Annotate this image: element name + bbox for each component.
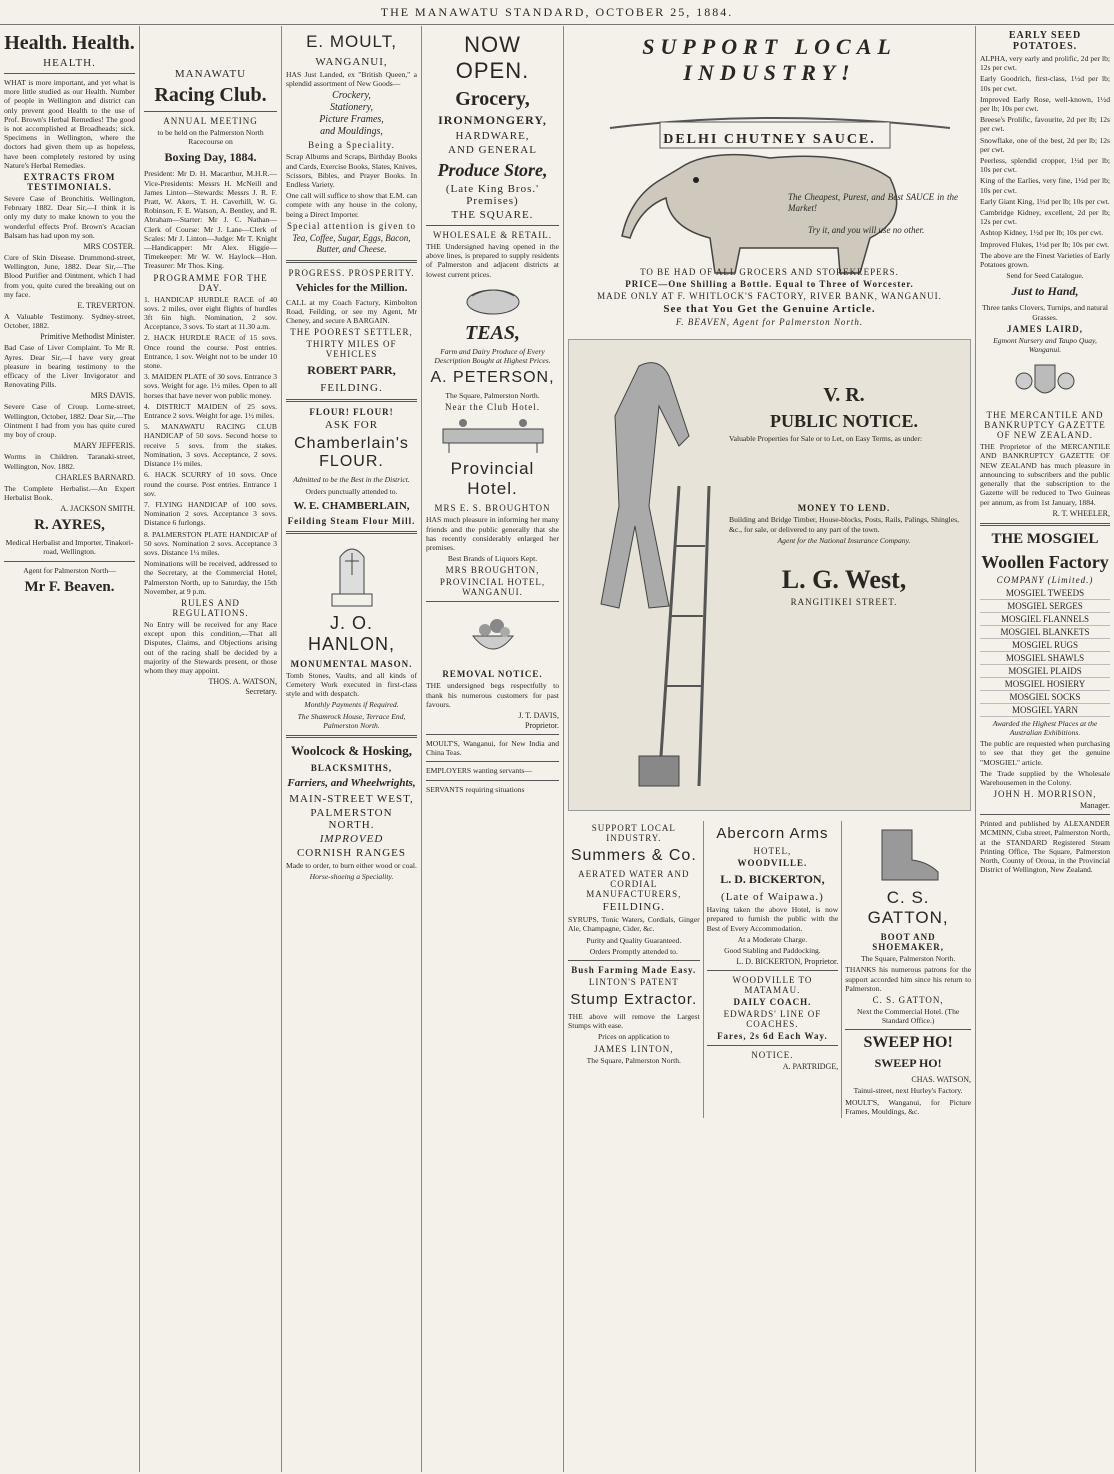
just-to-hand: Just to Hand,	[1011, 284, 1079, 299]
potato-variety: Breese's Prolific, favourite, 2d per lb; 12s per cwt.	[980, 115, 1110, 134]
servants-ad: SERVANTS requiring situations	[426, 784, 525, 794]
divider	[286, 735, 417, 738]
moult-teas: MOULT'S, Wanganui, for New India and China Teas.	[426, 739, 559, 758]
made-to-order: Made to order, to burn either wood or coal.	[286, 861, 417, 871]
mosgiel-product: MOSGIEL TWEEDS	[980, 587, 1110, 600]
broughton-place: PROVINCIAL HOTEL, WANGANUI.	[439, 577, 546, 598]
rangitikei-street: RANGITIKEI STREET.	[790, 597, 898, 608]
divider	[426, 225, 559, 226]
abercorn-column	[704, 821, 843, 1118]
orders-prompt: Orders Promptly attended to.	[589, 946, 678, 956]
divider	[286, 399, 417, 402]
monumental-heading: MONUMENTAL MASON.	[290, 658, 413, 669]
west-name: L. G. West,	[781, 565, 907, 595]
now-open-heading: NOW OPEN.	[455, 32, 530, 83]
provincial-hotel-heading: Provincial Hotel.	[450, 459, 535, 499]
bickerton-signature: L. D. BICKERTON, Proprietor.	[736, 957, 839, 967]
moult-items	[286, 90, 417, 138]
divider	[144, 111, 277, 112]
main-street: MAIN-STREET WEST,	[289, 793, 414, 806]
ironmongery-heading: IRONMONGERY,	[438, 113, 547, 127]
moult-body: HAS Just Landed, ex "British Queen," a splendid assortment of New Goods—	[286, 70, 417, 89]
health-heading: Health. Health.	[4, 32, 135, 54]
woodville-heading: WOODVILLE.	[737, 858, 808, 869]
health-subheading: HEALTH.	[43, 57, 96, 69]
racing-heading-top: MANAWATU	[174, 68, 247, 80]
divider	[980, 523, 1110, 526]
potato-variety: ALPHA, very early and prolific, 2d per lb; 12s per cwt.	[980, 54, 1110, 73]
mosgiel-products	[980, 587, 1110, 717]
davis-name: J. T. DAVIS,	[518, 711, 559, 721]
sweep-heading: SWEEP HO!	[863, 1034, 953, 1052]
race-entry: 4. DISTRICT MAIDEN of 25 sovs. Entrance 2 sovs. Weight for age. 1½ miles.	[144, 401, 277, 421]
nominations-note: Nominations will be received, addressed to the Secretary, at the Commercial Hotel, Palmerston North, up to Saturday, the 15th November, at 9 p.m.	[144, 559, 277, 596]
genuine-line: See that You Get the Genuine Article.	[663, 303, 876, 316]
seed-potatoes-heading: EARLY SEED POTATOES.	[1008, 30, 1082, 52]
notice-heading: NOTICE.	[751, 1050, 794, 1061]
blacksmiths-heading: BLACKSMITHS,	[310, 763, 393, 774]
divider	[426, 601, 559, 602]
mosgiel-product: MOSGIEL PLAIDS	[980, 665, 1110, 678]
mosgiel-product: MOSGIEL SOCKS	[980, 691, 1110, 704]
building-timber: Building and Bridge Timber, House-blocks, Posts, Rails, Palings, Shingles, &c., for sale, or delivered to any part of the town.	[729, 515, 959, 534]
gatton-name: C. S. GATTON,	[867, 888, 949, 928]
removal-heading: REMOVAL NOTICE.	[442, 669, 543, 680]
clovers-note: Three tanks Clovers, Turnips, and natural Grasses.	[982, 303, 1108, 322]
potato-variety: Ashtop Kidney, 1½d per lb; 10s per cwt.	[980, 228, 1104, 238]
peterson-address: The Square, Palmerston North.	[445, 391, 540, 401]
delhi-chutney-title: DELHI CHUTNEY SAUCE.	[663, 132, 876, 147]
testimonial-signature: MRS DAVIS.	[90, 391, 135, 401]
awarded-note: Awarded the Highest Places at the Australian Exhibitions.	[992, 718, 1098, 737]
beaven-agent: F. BEAVEN, Agent for Palmerston North.	[675, 317, 864, 328]
hanlon-name: J. O. HANLON,	[307, 612, 395, 654]
public-notice-poster	[568, 339, 971, 811]
race-entry: 7. FLYING HANDICAP of 100 sovs. Nomination 2 sovs. Acceptance 3 sovs. Distance 6 furlongs.	[144, 499, 277, 528]
vr-heading: V. R.	[823, 384, 865, 407]
potato-varieties	[980, 54, 1110, 249]
morrison-name: JOHN H. MORRISON,	[993, 789, 1097, 800]
parr-place: FEILDING.	[320, 382, 383, 395]
moult-item: Picture Frames,	[319, 114, 384, 126]
thirty-miles: THIRTY MILES OF VEHICLES	[306, 339, 397, 360]
divider	[286, 531, 417, 534]
column-racing	[140, 26, 282, 1472]
masthead: THE MANAWATU STANDARD, OCTOBER 25, 1884.	[0, 0, 1114, 25]
stump-extractor-heading: Stump Extractor.	[570, 991, 698, 1009]
divider	[707, 970, 839, 971]
linton-address: The Square, Palmerston North.	[586, 1055, 681, 1065]
wholesale-heading: WHOLESALE & RETAIL.	[432, 230, 552, 240]
gatton-body: THANKS his numerous patrons for the support accorded him since his return to Palmerston.	[845, 965, 972, 993]
column-seeds	[976, 26, 1114, 1472]
column-ads-a	[282, 26, 422, 1472]
watson-place: Tainui-street, next Hurley's Factory.	[853, 1086, 963, 1096]
testimonial-signature: E. TREVERTON.	[77, 301, 135, 311]
peterson-name: A. PETERSON,	[430, 369, 555, 387]
gatton-column	[842, 821, 971, 1118]
produce-heading: Produce Store,	[437, 160, 548, 180]
improved-label: IMPROVED	[319, 833, 384, 846]
davis-title: Proprietor.	[525, 721, 559, 731]
feilding-mill: Feilding Steam Flour Mill.	[287, 515, 416, 526]
cornish-heading: CORNISH RANGES	[296, 847, 407, 860]
moult-call: One call will suffice to show that E.M. can compete with any house in the colony, being a Direct Importer.	[286, 191, 417, 219]
agent-name: Mr F. Beaven.	[24, 578, 115, 595]
employers-ad: EMPLOYERS wanting servants—	[426, 766, 532, 776]
grocers-line: TO BE HAD OF ALL GROCERS AND STOREKEEPERS.	[640, 267, 899, 278]
officers-list: President: Mr D. H. Macarthur, M.H.R.—Vice-Presidents: Messrs H. McNeill and James Linton—Stewards: Messrs J. R. F. Pratt, W. Akers, T. H. Caverhill, W. G. Robinson, F. E. Watson, A. Bentley, and R. Abraham—Starter: Mr J. C. Nathan—Clerk of Course: Mr J. Lane—Clerk of Scales: Mr J. Linton—Judge: Mr T. Knight—Handicapper: Mr Alex. Higgie—Timekeeper: Mr W. W. Haylock—Hon. Treasurer: Mr Thos. King.	[144, 169, 277, 271]
woodville-matamau: WOODVILLE TO MATAMAU.	[732, 975, 813, 996]
notice-body: Valuable Properties for Sale or to Let, on Easy Terms, as under:	[729, 434, 923, 444]
progress-heading: PROGRESS. PROSPERITY.	[288, 267, 415, 278]
printer-imprint: Printed and published by ALEXANDER MCMINN, Cuba street, Palmerston North, at the STANDARD Registered Steam Printing Office, The Square, Palmerston North, County of Oroua, in the Provincial District of Wellington, New Zealand.	[980, 819, 1110, 875]
public-request: The public are requested when purchasing to see that they get the genuine "MOSGIEL" article.	[980, 739, 1110, 767]
testimonial-signature: MARY JEFFERIS.	[73, 441, 135, 451]
mosgiel-product: MOSGIEL HOSIERY	[980, 678, 1110, 691]
palmerston-heading: PALMERSTON NORTH.	[310, 807, 393, 832]
send-catalogue: Send for Seed Catalogue.	[1006, 271, 1084, 281]
testimonial-signature: CHARLES BARNARD.	[55, 472, 135, 482]
billposter-illustration	[579, 346, 719, 806]
vehicles-body: CALL at my Coach Factory, Kimbolton Road, Feilding, or see my Agent, Mr Cheney, and secure A BARGAIN.	[286, 297, 417, 326]
rules-text: No Entry will be received for any Race except upon this condition,—That all Disputes, Claims, and Objections arising out of the racing shall be decided by a majority of the Stewards present, or those whom they may appoint.	[144, 619, 277, 675]
stabling-note: Good Stabling and Paddocking.	[724, 946, 821, 956]
divider	[4, 561, 135, 562]
linton-signature: JAMES LINTON,	[594, 1043, 674, 1054]
cheapest-tagline: The Cheapest, Purest, and Best SAUCE in the Market!	[788, 192, 958, 213]
support-local-banner: SUPPORT LOCAL INDUSTRY!	[642, 34, 897, 85]
abercorn-hotel: HOTEL,	[753, 846, 792, 857]
flour-heading: FLOUR! FLOUR!	[309, 407, 394, 418]
chamberlain-name: W. E. CHAMBERLAIN,	[293, 499, 410, 512]
moult-frames: MOULT'S, Wanganui, for Picture Frames, Mouldings, &c.	[845, 1097, 972, 1116]
shamrock-address: The Shamrock House, Terrace End, Palmerston North.	[297, 711, 406, 730]
admitted-text: Admitted to be the Best in the District.	[293, 475, 410, 485]
potato-variety: Early Giant King, 1½d per lb; 10s per cwt.	[980, 196, 1110, 206]
testimonial: Severe Case of Bronchitis. Wellington, February 1882. Dear Sir,—I think it is only my duty to make known to you the wonderful effects Prof. Brown's Acacian Balsam has had upon my son.	[4, 194, 135, 240]
partridge-signature: A. PARTRIDGE,	[782, 1062, 839, 1072]
ayres-subtitle: Medical Herbalist and Importer, Tinakori-road, Wellington.	[5, 538, 134, 557]
public-notice-heading: PUBLIC NOTICE.	[769, 411, 919, 432]
price-line: PRICE—One Shilling a Bottle. Equal to Three of Worcester.	[625, 279, 914, 290]
potato-variety: Improved Flukes, 1½d per lb; 10s per cwt.	[980, 239, 1110, 249]
column-health	[0, 26, 140, 1472]
moult-attention: Special attention is given to	[287, 220, 416, 231]
race-entry: 1. HANDICAP HURDLE RACE of 40 sovs. 2 miles, over eight flights of hurdles 3ft 6in high. Nomination, 2 sov. Acceptance, 3 sovs. To start at 11.30 a.m.	[144, 294, 277, 332]
race-entry: 8. PALMERSTON PLATE HANDICAP of 50 sovs. Nomination 2 sovs. Acceptance 3 sovs. Distance 1¼ miles.	[144, 529, 277, 557]
bush-farming-heading: Bush Farming Made Easy.	[571, 965, 697, 976]
broughton-signature: MRS BROUGHTON,	[445, 565, 540, 576]
extracts-heading: EXTRACTS FROM TESTIMONIALS.	[23, 172, 116, 193]
store-body: THE Undersigned having opened in the above lines, is prepared to supply residents of Palmerston and adjacent districts at lowest current prices.	[426, 242, 559, 279]
mercantile-heading: THE MERCANTILE AND BANKRUPTCY GAZETTE OF NEW ZEALAND.	[984, 410, 1106, 441]
moult-tea: Tea, Coffee, Sugar, Eggs, Bacon, Butter, and Cheese.	[292, 232, 411, 254]
mosgiel-product: MOSGIEL YARN	[980, 704, 1110, 717]
potato-variety: Cambridge Kidney, excellent, 2d per lb; 12s per cwt.	[980, 208, 1110, 227]
divider	[4, 73, 135, 74]
summers-heading: Summers & Co.	[570, 847, 697, 865]
potato-variety: Early Goodrich, first-class, 1½d per lb; 10s per cwt.	[980, 74, 1110, 93]
try-it-tagline: Try it, and you will use no other.	[808, 225, 925, 235]
boot-heading: BOOT AND SHOEMAKER,	[872, 932, 944, 953]
morrison-title: Manager.	[1080, 801, 1110, 811]
testimonial: Severe Case of Croup. Lorne-street, Wellington, October, 1882. Dear Sir,—The Ointment I had from you has quite cured my boy of croup.	[4, 402, 135, 440]
mosgiel-product: MOSGIEL SERGES	[980, 600, 1110, 613]
daily-coach: DAILY COACH.	[733, 997, 812, 1008]
boot-icon	[868, 824, 948, 884]
company-limited: COMPANY (Limited.)	[996, 574, 1094, 585]
stump-body: THE above will remove the Largest Stumps with ease.	[568, 1012, 700, 1031]
herbalist-note: The Complete Herbalist.—An Expert Herbalist Book.	[4, 483, 135, 502]
testimonial: Cure of Skin Disease. Drummond-street, Wellington, June, 1882. Dear Sir,—The Blood Purifier and Ointment, which I had from you, quite cured the breaking out on my face.	[4, 253, 135, 299]
askfor-label: ASK FOR	[324, 419, 379, 432]
testimonial-signature: Primitive Methodist Minister.	[40, 332, 135, 342]
programme-heading: PROGRAMME FOR THE DAY.	[153, 272, 268, 293]
laird-place: Egmont Nursery and Taupo Quay, Wanganui.	[993, 335, 1097, 355]
potato-variety: Peerless, splendid cropper, 1½d per lb; 10s per cwt.	[980, 156, 1110, 175]
health-intro: WHAT is more important, and yet what is more little studied as our Health. Number of people in Wellington and district can only prevent good Health to the use of Prof. Brown's Herbal Remedies! The good is not accomplished at Broadheads; sick. Specimens in Wellington, where the doctors had given them up as hopeless, have been completely restored by using Nature's Herbal Remedies.	[4, 78, 135, 170]
parr-name: ROBERT PARR,	[307, 363, 396, 378]
insurance-agent: Agent for the National Insurance Company.	[777, 535, 911, 545]
divider	[426, 734, 559, 735]
testimonial: Bad Case of Liver Complaint. To Mr R. Ayres. Dear Sir,—I have very great pleasure in bearing testimony to the efficacy of the Liver Invigorator and Renovating Pills.	[4, 343, 135, 390]
woollen-factory-heading: Woollen Factory	[981, 551, 1109, 572]
race-entry: 6. HACK SCURRY of 10 sovs. Once round the course. Post entries. Entrance 1 sov.	[144, 470, 277, 498]
elephant-illustration	[570, 88, 970, 278]
fruit-basket-icon	[463, 606, 523, 666]
tombstone-icon	[322, 539, 382, 609]
bickerton-late: (Late of Waipawa.)	[721, 891, 824, 904]
gatton-address: The Square, Palmerston North.	[860, 954, 956, 964]
late-premises: (Late King Bros.' Premises)	[445, 183, 540, 207]
potato-variety: King of the Earlies, very fine, 1½d per lb; 10s per cwt.	[980, 176, 1110, 195]
testimonial-signature: MRS COSTER.	[83, 242, 135, 252]
prices-note: Prices on application to	[598, 1032, 670, 1042]
laird-name: JAMES LAIRD,	[1006, 323, 1083, 334]
race-entry: 3. MAIDEN PLATE of 30 sovs. Entrance 3 sovs. Weight for age. 1½ miles. Open to all horses that have never won public money.	[144, 372, 277, 400]
payment-terms: Monthly Payments if Required.	[304, 700, 399, 710]
divider	[426, 761, 559, 762]
farriers-heading: Farriers, and Wheelwrights,	[287, 777, 416, 790]
tea-chest-icon	[458, 282, 528, 318]
mosgiel-product: MOSGIEL RUGS	[980, 639, 1110, 652]
summers-column	[568, 821, 704, 1118]
grocery-heading: Grocery,	[455, 88, 530, 110]
lower-ads-row	[568, 821, 971, 1118]
chamberlain-flour: Chamberlain's FLOUR.	[294, 435, 409, 471]
syrups-list: SYRUPS, Tonic Waters, Cordials, Ginger Ale, Champagne, Cider, &c.	[568, 915, 700, 934]
testimonial: A Valuable Testimony. Sydney-street, October, 1882.	[4, 312, 135, 331]
race-entry: 5. MANAWATU RACING CLUB HANDICAP of 50 sovs. Second horse to receive 5 sovs. from the stakes. Nomination, 3 sovs. Acceptance, 2 sovs. Distance 1½ miles.	[144, 422, 277, 469]
sweep-subheading: SWEEP HO!	[874, 1056, 942, 1071]
divider	[980, 814, 1110, 815]
testimonial-signature: A. JACKSON SMITH.	[60, 504, 135, 514]
column-ads-b	[422, 26, 564, 1472]
removal-body: THE undersigned begs respectfully to thank his numerous customers for past favours.	[426, 681, 559, 709]
moderate-charge: At a Moderate Charge.	[737, 934, 808, 944]
finest-varieties: The above are the Finest Varieties of Early Potatoes grown.	[980, 250, 1110, 270]
secretary-title: Secretary.	[245, 687, 277, 697]
divider	[426, 780, 559, 781]
gatton-signature: C. S. GATTON,	[872, 995, 944, 1006]
rules-heading: RULES AND REGULATIONS.	[172, 597, 249, 618]
mercantile-body: THE Proprietor of the MERCANTILE AND BANKRUPTCY GAZETTE OF NEW ZEALAND has much pleasure in announcing to subscribers and the public generally that the subscription to the Gazette will be reduced to Two Guineas per annum, as from 1st January, 1884.	[980, 442, 1110, 507]
trade-supplied: The Trade supplied by the Wholesale Warehousemen in the Colony.	[980, 768, 1110, 787]
billiard-table-icon	[433, 415, 553, 455]
summers-place: FEILDING.	[602, 901, 666, 914]
divider	[286, 260, 417, 263]
annual-meeting: ANNUAL MEETING	[163, 116, 258, 126]
mosgiel-product: MOSGIEL SHAWLS	[980, 652, 1110, 665]
moult-item: and Mouldings,	[320, 126, 383, 138]
watson-signature: CHAS. WATSON,	[911, 1075, 972, 1085]
linton-patent: LINTON'S PATENT	[588, 977, 679, 988]
moult-item: Crockery,	[332, 90, 371, 102]
coat-of-arms-icon	[1010, 357, 1080, 407]
racing-heading: Racing Club.	[154, 84, 267, 106]
mosgiel-heading: THE MOSGIEL	[991, 530, 1099, 547]
general-heading: AND GENERAL	[448, 144, 537, 156]
mosgiel-product: MOSGIEL FLANNELS	[980, 613, 1110, 626]
moult-item: Stationery,	[329, 102, 374, 114]
divider	[568, 960, 700, 961]
edwards-line: EDWARDS' LINE OF COACHES.	[723, 1009, 822, 1030]
hanlon-body: Tomb Stones, Vaults, and all kinds of Cemetery Work executed in first-class style and with despatch.	[286, 670, 417, 699]
column-feature	[564, 26, 976, 1472]
moult-place: WANGANUI,	[315, 56, 388, 68]
gatton-next: Next the Commercial Hotel. (The Standard Office.)	[856, 1007, 960, 1026]
aerated-heading: AERATED WATER AND CORDIAL MANUFACTURERS,	[578, 869, 690, 900]
vehicles-heading: Vehicles for the Million.	[295, 281, 408, 294]
orders-text: Orders punctually attended to.	[305, 486, 398, 496]
divider	[845, 1029, 971, 1030]
woolcock-name: Woolcock & Hosking,	[291, 743, 412, 759]
bickerton-name: L. D. BICKERTON,	[720, 872, 825, 887]
made-only-line: MADE ONLY AT F. WHITLOCK'S FACTORY, RIVER BANK, WANGANUI.	[597, 291, 942, 302]
held-text: to be held on the Palmerston North Racecourse on	[157, 128, 264, 147]
square-label: THE SQUARE.	[451, 209, 534, 221]
bickerton-body: Having taken the above Hotel, is now prepared to furnish the public with the Best of Every Accommodation.	[706, 905, 839, 933]
agent-label: Agent for Palmerston North—	[23, 565, 116, 575]
divider	[707, 1045, 839, 1046]
near-club-hotel: Near the Club Hotel.	[445, 402, 540, 413]
settler-heading: THE POOREST SETTLER,	[290, 327, 413, 338]
broughton-body: HAS much pleasure in informing her many friends and the public generally that she has recently considerably enlarged her premises.	[426, 515, 559, 553]
race-entry: 2. HACK HURDLE RACE of 15 sovs. Once round the course. Post entries. Entrance, 1 sov. Weight not to be under 10 stone.	[144, 333, 277, 371]
secretary-name: THOS. A. WATSON,	[208, 677, 277, 687]
hardware-heading: HARDWARE,	[455, 130, 530, 142]
teas-heading: TEAS,	[464, 321, 521, 344]
broughton-name: MRS E. S. BROUGHTON	[434, 503, 551, 514]
potato-variety: Improved Early Rose, well-known, 1½d per lb; 10s per cwt.	[980, 94, 1110, 114]
farm-produce: Farm and Dairy Produce of Every Description Bought at Highest Prices.	[434, 346, 551, 366]
abercorn-heading: Abercorn Arms	[716, 825, 829, 843]
money-to-lend: MONEY TO LEND.	[797, 503, 891, 514]
purity-note: Purity and Quality Guaranteed.	[586, 935, 682, 945]
ayres-name: R. AYRES,	[34, 517, 105, 534]
mosgiel-product: MOSGIEL BLANKETS	[980, 626, 1110, 639]
moult-special: Being a Speciality.	[308, 140, 395, 151]
horseshoeing: Horse-shoeing a Speciality.	[309, 872, 394, 882]
testimonial: Worms in Children. Taranaki-street, Wellington, Nov. 1882.	[4, 452, 135, 471]
support-local-small: SUPPORT LOCAL INDUSTRY.	[591, 823, 676, 844]
wheeler-signature: R. T. WHEELER,	[1052, 508, 1110, 518]
race-date: Boxing Day, 1884.	[164, 150, 257, 165]
moult-name: E. MOULT,	[306, 32, 397, 51]
potato-variety: Snowflake, one of the best, 2d per lb; 12s per cwt.	[980, 135, 1110, 154]
liquors-note: Best Brands of Liquors Kept.	[447, 554, 538, 564]
fares-line: Fares, 2s 6d Each Way.	[717, 1031, 828, 1042]
moult-more: Scrap Albums and Scraps, Birthday Books and Cards, Exercise Books, Slates, Knives, Scissors, Bibles, and Prayer Books. In Endless Variety.	[286, 152, 417, 190]
races-list	[144, 295, 277, 557]
